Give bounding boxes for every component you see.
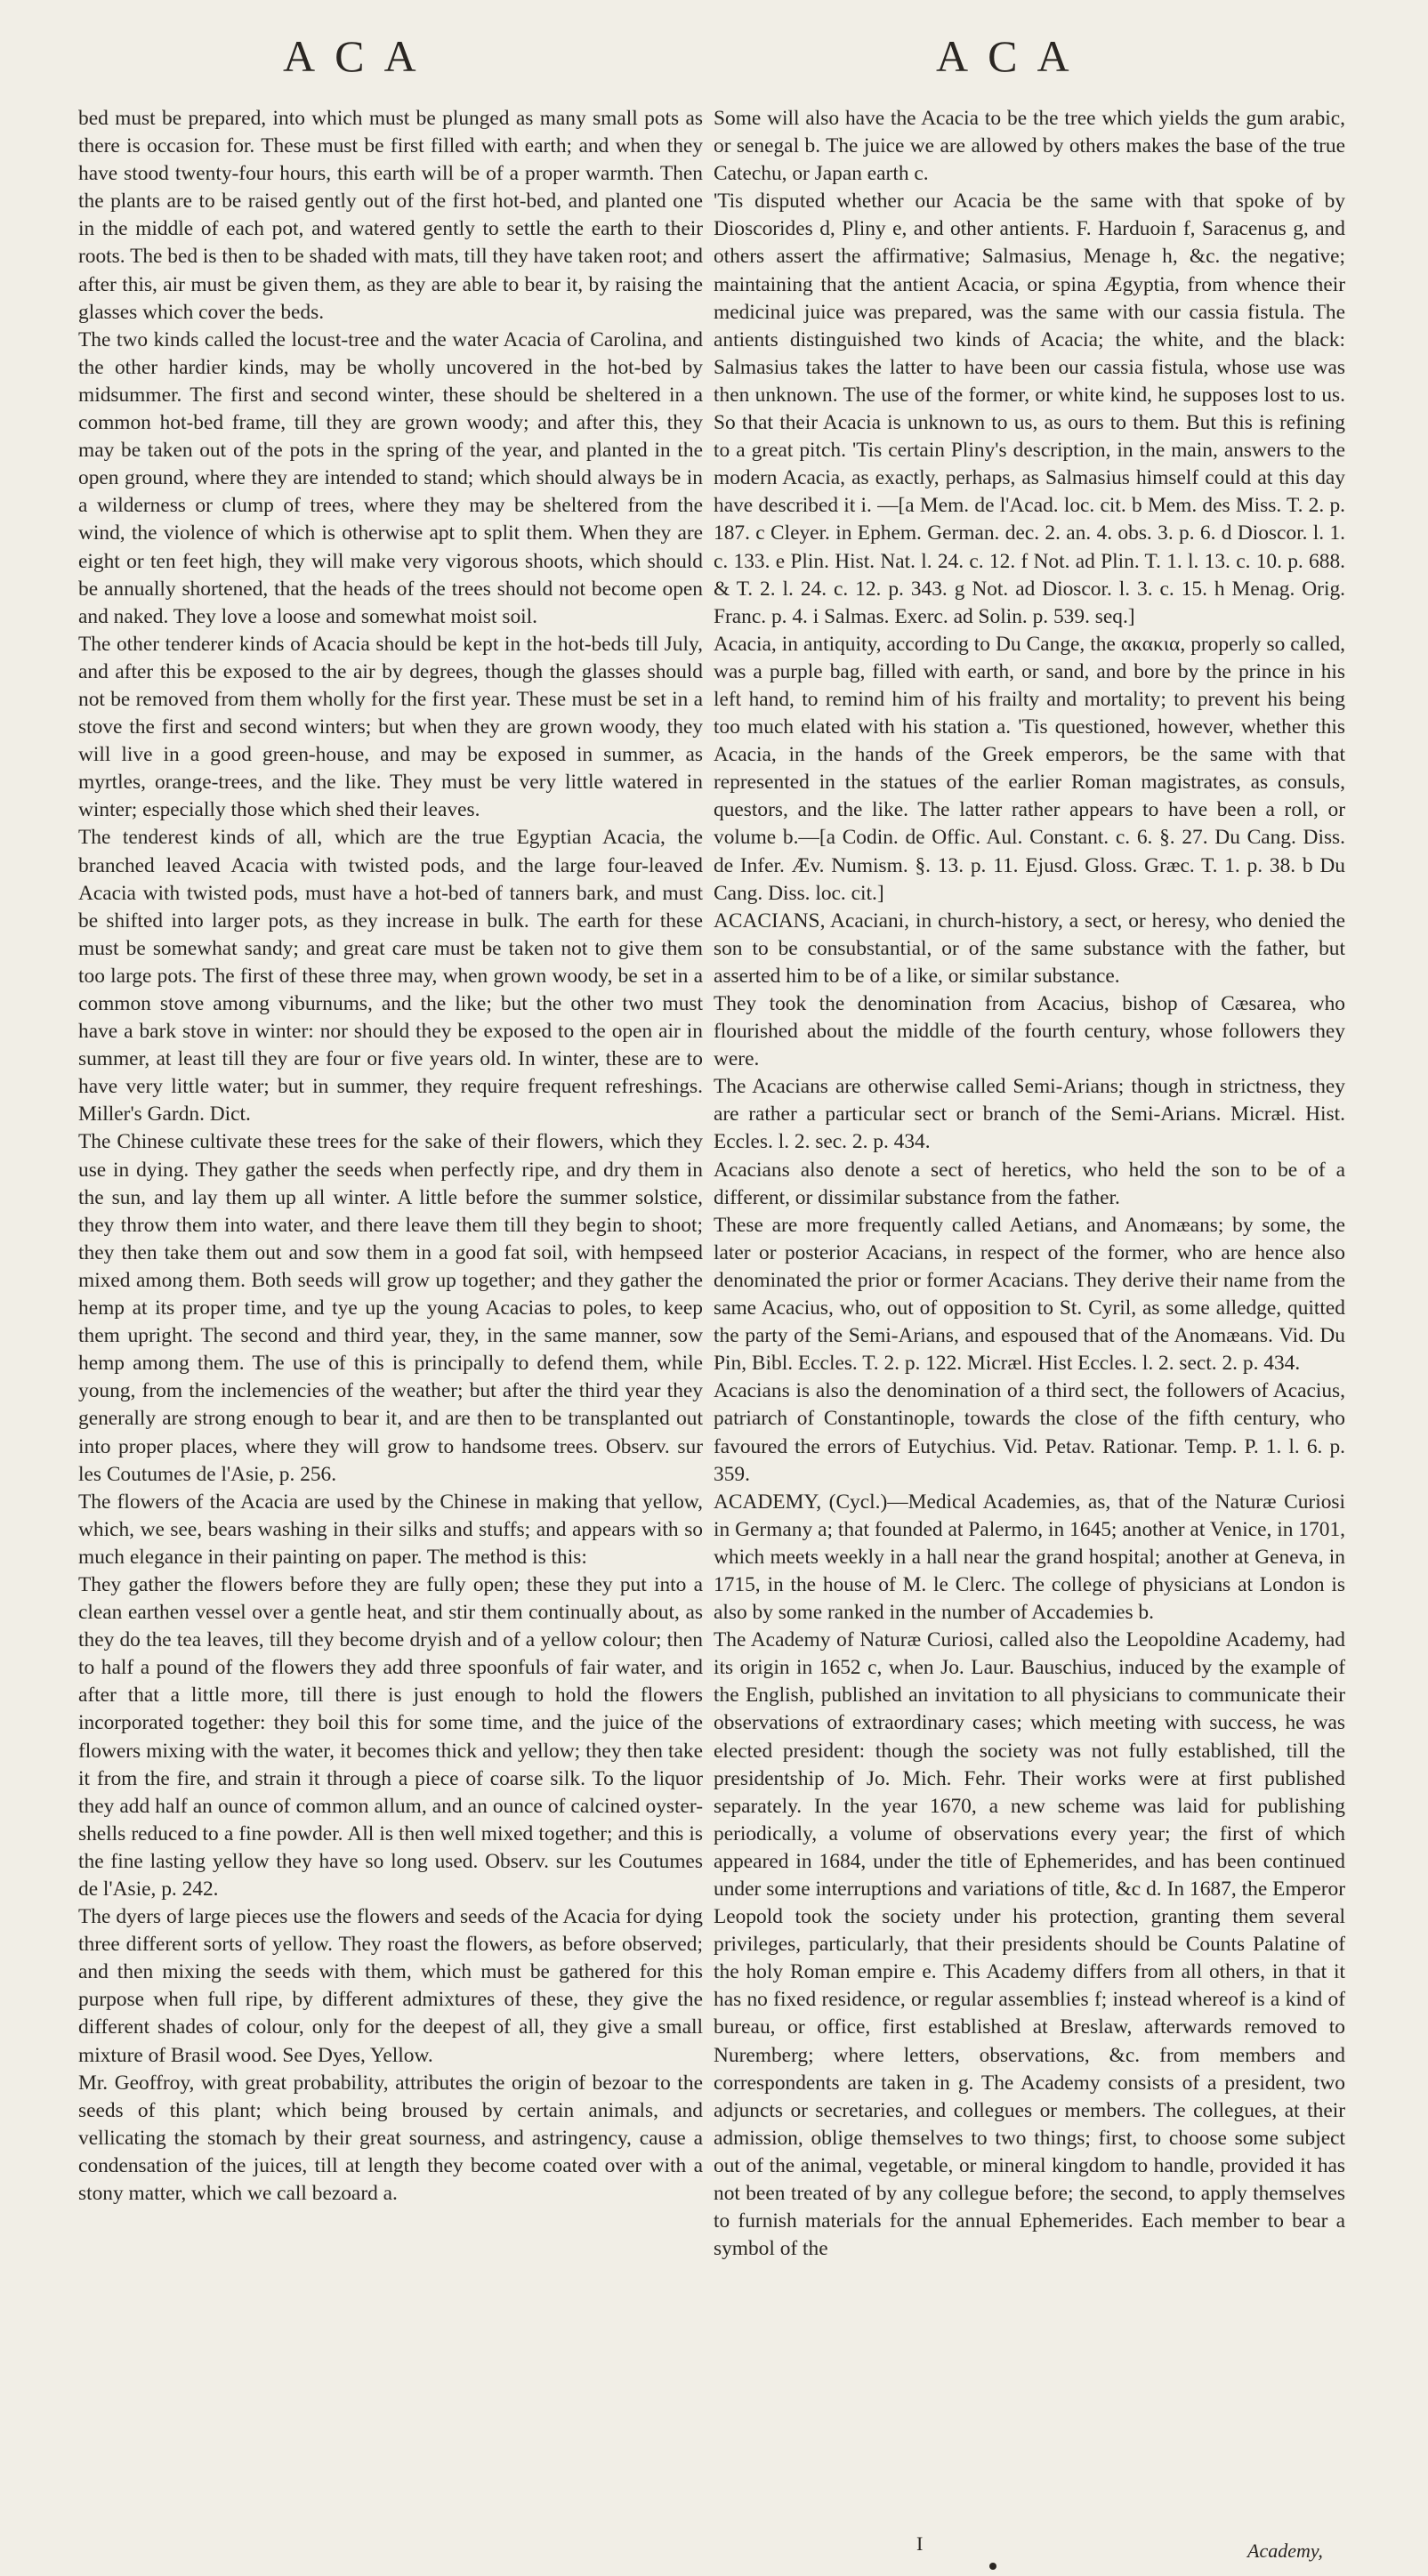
paragraph: Acacians is also the denomination of a third sect, the followers of Acacius, patriarch of Constantinople, towards the close of the fifth century, who favoured the errors of Eutychius. Vid. Petav. Rationar. Temp. P. 1. l. 6. p. 359. (714, 1379, 1345, 1486)
ornament-dot (989, 2563, 996, 2570)
signature-mark: I (916, 2532, 924, 2555)
catchword: Academy, (1247, 2540, 1323, 2562)
paragraph: They gather the flowers before they are fully open; these they put into a clean earthen vessel over a gentle heat, and stir them continually about, as they do the tea leaves, till they become dryish and of a yellow colour; then to half a pound of the flowers they add three spoonfuls of fair water, and after that a little more, till there is just enough to hold the flowers incorporated together: they boil this for some time, and the juice of the flowers mixing with the water, it becomes thick and yellow; they then take it from the fire, and strain it through a piece of coarse silk. To the liquor they add half an ounce of common allum, and an ounce of calcined oyster-shells reduced to a fine powder. All is then well mixed together; and this is the fine lasting yellow they have so long used. Observ. sur les Coutumes de l'Asie, p. 242. (78, 1572, 703, 1901)
paragraph: 'Tis disputed whether our Acacia be the same with that spoke of by Dioscorides d, Pliny e, and other antients. F. Harduoin f, Saracenus g, and others assert the affirmative; Salmasius, Menage h, &c. the negative; maintaining that the antient Acacia, or spina Ægyptia, from whence their medicinal juice was prepared, was the same with our cassia fistula. The antients distinguished two kinds of Acacia; the white, and the black: Salmasius takes the latter to have been our cassia fistula, whose use was then unknown. The use of the former, or white kind, he supposes lost to us. So that their Acacia is unknown to us, as ours to them. But this is refining to a great pitch. 'Tis certain Pliny's description, in the main, answers to the modern Acacia, as exactly, perhaps, as Salmasius himself could at this day have described it i. —[a Mem. de l'Acad. loc. cit. b Mem. des Miss. T. 2. p. 187. c Cleyer. in Ephem. German. dec. 2. an. 4. obs. 3. p. 6. d Dioscor. l. 1. c. 133. e Plin. Hist. Nat. l. 24. c. 12. f Not. ad Plin. T. 1. l. 13. c. 10. p. 688. & T. 2. l. 24. c. 12. p. 343. g Not. ad Dioscor. l. 3. c. 15. h Menag. Orig. Franc. p. 4. i Salmas. Exerc. ad Solin. p. 539. seq.] (714, 190, 1345, 628)
paragraph: The Chinese cultivate these trees for the sake of their flowers, which they use in dying. They gather the seeds when perfectly ripe, and dry them in the sun, and lay them up all winter. A little before the summer solstice, they throw them into water, and there leave them till they begin to shoot; they then take them out and sow them in a good fat soil, with hempseed mixed among them. Both seeds will grow up together; and they gather the hemp at its proper time, and tye up the young Acacias to poles, to keep them upright. The second and third year, they, in the same manner, sow hemp among them. The use of this is principally to defend them, while young, from the inclemencies of the weather; but after the third year they generally are strong enough to bear it, and are then to be transplanted out into proper places, where they will grow to handsome trees. Observ. sur les Coutumes de l'Asie, p. 256. (78, 1130, 703, 1486)
paragraph: The two kinds called the locust-tree and the water Acacia of Carolina, and the other hardier kinds, may be wholly uncovered in the hot-bed by midsummer. The first and second winter, these should be sheltered in a common hot-bed frame, till they are grown woody; and after this, they may be taken out of the pots in the spring of the year, and planted in the open ground, where they are intended to stand; which should always be in a wilderness or clump of trees, where they may be sheltered from the wind, the violence of which is otherwise apt to split them. When they are eight or ten feet high, they will make very vigorous shoots, which should be annually shortened, that the heads of the trees should not become open and naked. They love a loose and somewhat moist soil. (78, 327, 703, 628)
paragraph: Acacians also denote a sect of heretics, who held the son to be of a different, or dissimilar substance from the father. (714, 1158, 1345, 1209)
paragraph: They took the denomination from Acacius, bishop of Cæsarea, who flourished about the middle of the fourth century, whose followers they were. (714, 992, 1345, 1071)
paragraph: The other tenderer kinds of Acacia should be kept in the hot-beds till July, and after this be exposed to the air by degrees, though the glasses should not be removed from them wholly for the first year. These must be set in a stove the first and second winters; but when they are grown woody, they will live in a good green-house, and may be exposed in summer, as myrtles, orange-trees, and the like. They must be very little watered in winter; especially those which shed their leaves. (78, 632, 703, 822)
right-column (714, 105, 1345, 2263)
paragraph: ACACIANS, Acaciani, in church-history, a sect, or heresy, who denied the son to be consubstantial, or of the same substance with the father, but asserted him to be of a like, or similar substance. (714, 908, 1345, 988)
running-head-left: ACA (283, 31, 436, 81)
paragraph: bed must be prepared, into which must be plunged as many small pots as there is occasion for. These must be first filled with earth; and when they have stood twenty-four hours, this earth will be of a proper warmth. Then the plants are to be raised gently out of the first hot-bed, and planted one in the middle of each pot, and watered gently to settle the earth to their roots. The bed is then to be shaded with mats, till they have taken root; and after this, air must be given them, as they are able to bear it, by raising the glasses which cover the beds. (78, 107, 703, 324)
paragraph: ACADEMY, (Cycl.)—Medical Academies, as, that of the Naturæ Curiosi in Germany a; that founded at Palermo, in 1645; another at Venice, in 1701, which meets weekly in a hall near the grand hospital; another at Geneva, in 1715, in the house of M. le Clerc. The college of physicians at London is also by some ranked in the number of Accademies b. (714, 1490, 1345, 1625)
running-head-right: ACA (936, 31, 1089, 81)
paragraph: Acacia, in antiquity, according to Du Cange, the ακακια, properly so called, was a purple bag, filled with earth, or sand, and bore by the prince in his left hand, to remind him of his frailty and mortality; to prevent his being too much elated with his station a. 'Tis questioned, however, whether this Acacia, in the hands of the Greek emperors, be the same with that represented in the statues of the earlier Roman magistrates, as consuls, questors, and the like. The latter rather appears to have been a roll, or volume b.—[a Codin. de Offic. Aul. Constant. c. 6. §. 27. Du Cang. Diss. de Infer. Æv. Numism. §. 13. p. 11. Ejusd. Gloss. Græc. T. 1. p. 38. b Du Cang. Diss. loc. cit.] (714, 632, 1345, 905)
running-head (0, 30, 1428, 84)
paragraph: The Academy of Naturæ Curiosi, called also the Leopoldine Academy, had its origin in 1652 c, when Jo. Laur. Bauschius, induced by the example of the English, published an invitation to all physicians to communicate their observations of extraordinary cases; which meeting with success, he was elected president: though the society was not fully established, till the presidentship of Jo. Mich. Fehr. Their works were at first published separately. In the year 1670, a new scheme was laid for publishing periodically, a volume of observations every year; the first of which appeared in 1684, under the title of Ephemerides, and has been continued under some interruptions and variations of title, &c d. In 1687, the Emperor Leopold took the society under his protection, granting them several privileges, particularly, that their presidents should be Counts Palatine of the holy Roman empire e. This Academy differs from all others, in that it has no fixed residence, or regular assemblies f; instead whereof is a kind of bureau, or office, first established at Breslaw, afterwards removed to Nuremberg; where letters, observations, &c. from members and correspondents are taken in g. The Academy consists of a president, two adjuncts or secretaries, and collegues or members. The collegues, at their admission, oblige themselves to two things; first, to choose some subject out of the animal, vegetable, or mineral kingdom to handle, provided it has not been treated of by any collegue before; the second, to apply themselves to furnish materials for the annual Ephemerides. Each member to bear a symbol of the (714, 1628, 1345, 2261)
paragraph: The flowers of the Acacia are used by the Chinese in making that yellow, which, we see, bears washing in their silks and stuffs; and appears with so much elegance in their painting on paper. The method is this: (78, 1490, 703, 1569)
paragraph: The Acacians are otherwise called Semi-Arians; though in strictness, they are rather a particular sect or branch of the Semi-Arians. Micræl. Hist. Eccles. l. 2. sec. 2. p. 434. (714, 1075, 1345, 1154)
paragraph: These are more frequently called Aetians, and Anomæans; by some, the later or posterior Acacians, in respect of the former, who are hence also denominated the prior or former Acacians. They derive their name from the same Acacius, who, out of opposition to St. Cyril, as some alledge, quitted the party of the Semi-Arians, and espoused that of the Anomæans. Vid. Du Pin, Bibl. Eccles. T. 2. p. 122. Micræl. Hist Eccles. l. 2. sect. 2. p. 434. (714, 1213, 1345, 1376)
paragraph: The tenderest kinds of all, which are the true Egyptian Acacia, the branched leaved Acacia with twisted pods, and the large four-leaved Acacia with twisted pods, must have a hot-bed of tanners bark, and must be shifted into larger pots, as they increase in bulk. The earth for these must be somewhat sandy; and great care must be taken not to give them too large pots. The first of these three may, when grown woody, be set in a common stove among viburnums, and the like; but the other two must have a bark stove in winter: nor should they be exposed to the open air in summer, at least till they are four or five years old. In winter, these are to have very little water; but in summer, they require frequent refreshings. Miller's Gardn. Dict. (78, 826, 703, 1126)
paragraph: Some will also have the Acacia to be the tree which yields the gum arabic, or senegal b. The juice we are allowed by others makes the base of the true Catechu, or Japan earth c. (714, 107, 1345, 186)
paragraph: The dyers of large pieces use the flowers and seeds of the Acacia for dying three different sorts of yellow. They roast the flowers, as before observed; and then mixing the seeds with them, which must be gathered for this purpose when full ripe, by different admixtures of these, they give the different shades of colour, only for the deepest of all, they give a small mixture of Brasil wood. See Dyes, Yellow. (78, 1905, 703, 2067)
left-column (78, 105, 703, 2208)
paragraph: Mr. Geoffroy, with great probability, attributes the origin of bezoar to the seeds of this plant; which being broused by certain animals, and vellicating the stomach by their great sourness, and astringency, cause a condensation of the juices, till at length they become coated over with a stony matter, which we call bezoard a. (78, 2071, 703, 2206)
